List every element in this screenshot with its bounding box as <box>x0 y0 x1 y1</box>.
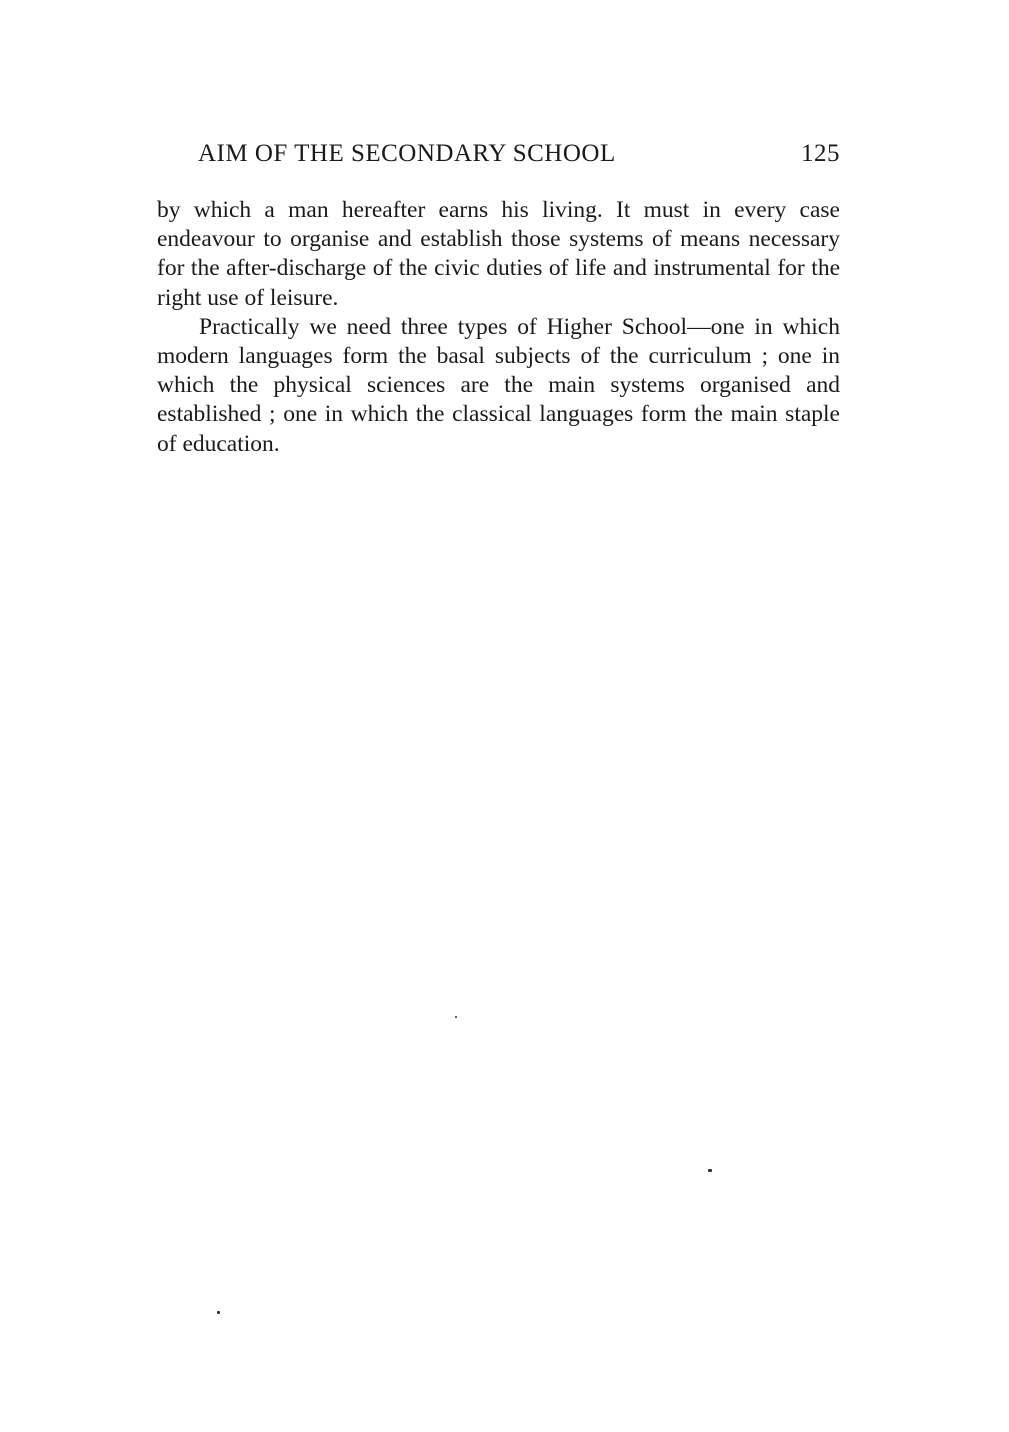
running-head <box>198 140 840 176</box>
print-speck <box>455 1016 457 1018</box>
print-speck <box>708 1169 712 1172</box>
print-speck <box>217 1311 220 1314</box>
paragraph-higher-school-types: Practically we need three types of Higher School—one in which modern languages form the basal subjects of the curriculum ; one in which the physical sciences are the main systems organised and established ; one in which the classical languages form the main staple of education. <box>157 313 840 457</box>
page-number: 125 <box>801 140 840 167</box>
running-title: AIM OF THE SECONDARY SCHOOL <box>198 140 616 167</box>
paragraph-continued: by which a man hereafter earns his living. It must in every case endeavour to organise and establish those systems of means necessary for the after-discharge of the civic duties of life and instrumental for the right use of leisure. <box>157 197 840 311</box>
body-text <box>157 196 840 459</box>
